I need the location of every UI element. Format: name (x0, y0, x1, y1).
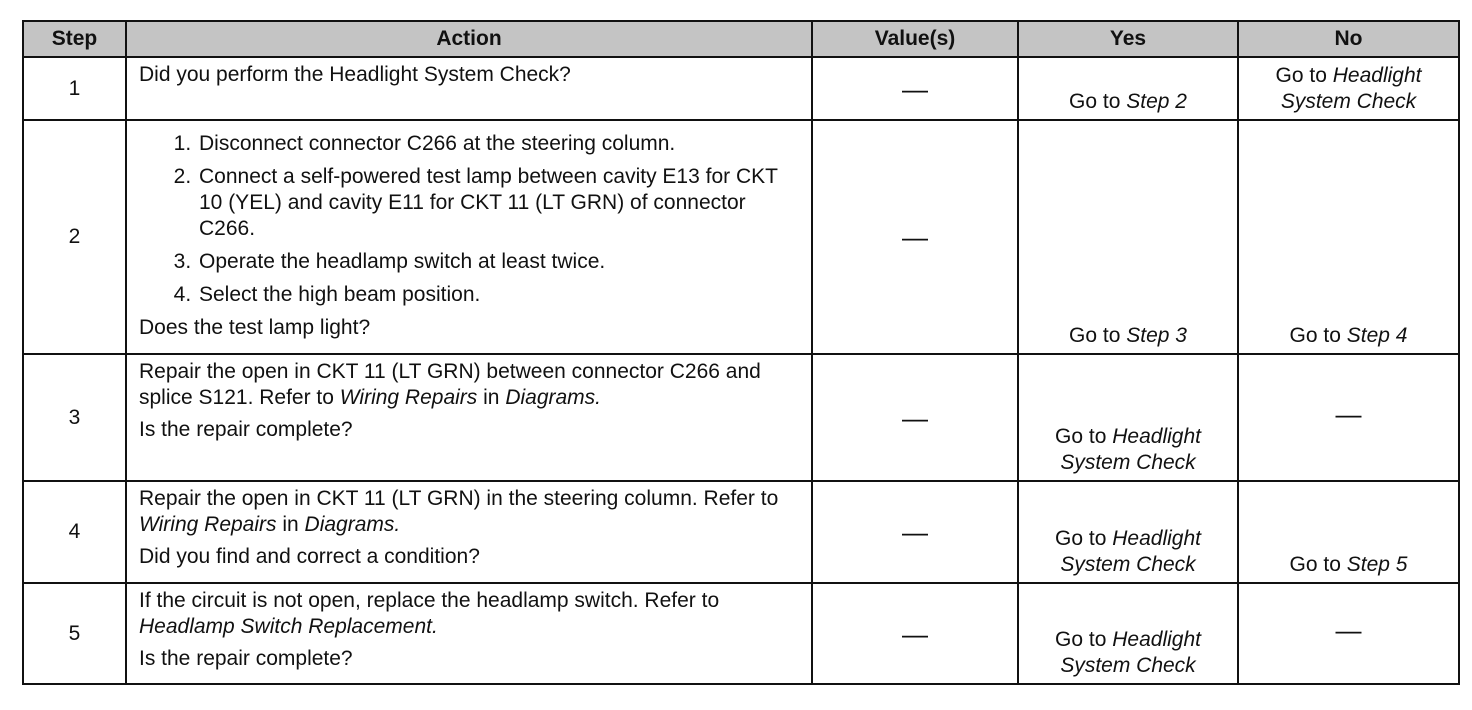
reference-link[interactable]: Wiring Repairs (339, 386, 478, 409)
value-cell: — (812, 583, 1018, 684)
header-step: Step (23, 21, 126, 57)
yes-cell[interactable] (1018, 57, 1238, 120)
table-row-3 (23, 354, 1459, 481)
yes-target[interactable]: Headlight System Check (1060, 628, 1201, 677)
diagnostic-table (22, 20, 1460, 685)
reference-link[interactable]: Diagrams. (304, 513, 401, 536)
no-dash: — (1335, 399, 1362, 429)
no-cell (1238, 354, 1459, 481)
table-row-4 (23, 481, 1459, 583)
instruction-item: 3. Operate the headlamp switch at least twice. (197, 249, 801, 275)
action-cell (126, 57, 812, 120)
header-row (23, 21, 1459, 57)
yes-target[interactable]: Step 2 (1126, 90, 1187, 113)
step-number: 1 (23, 57, 126, 120)
no-target[interactable]: Step 5 (1346, 553, 1408, 576)
action-cell (126, 354, 812, 481)
step-number: 3 (23, 354, 126, 481)
no-target[interactable]: Step 4 (1346, 324, 1408, 347)
yes-prefix: Go to (1069, 90, 1127, 113)
header-action: Action (126, 21, 812, 57)
action-text (139, 486, 801, 538)
action-question: Does the test lamp light? (139, 316, 371, 339)
instruction-item: 1. Disconnect connector C266 at the steering column. (197, 131, 801, 157)
value-cell: — (812, 481, 1018, 583)
no-dash: — (1335, 615, 1362, 645)
instruction-list (139, 131, 801, 308)
header-yes: Yes (1018, 21, 1238, 57)
action-text-part: Repair the open in CKT 11 (LT GRN) between connector C266 and splice S121. Refer to (139, 360, 761, 409)
no-prefix: Go to (1289, 324, 1347, 347)
action-cell (126, 120, 812, 354)
yes-cell[interactable] (1018, 120, 1238, 354)
action-cell (126, 583, 812, 684)
action-text-part: Repair the open in CKT 11 (LT GRN) in the steering column. Refer to (139, 487, 779, 510)
step-number: 5 (23, 583, 126, 684)
action-text-part: in (477, 386, 506, 409)
no-cell[interactable] (1238, 120, 1459, 354)
no-cell[interactable] (1238, 57, 1459, 120)
header-no: No (1238, 21, 1459, 57)
yes-prefix: Go to (1055, 628, 1113, 651)
no-cell[interactable] (1238, 481, 1459, 583)
instruction-item: 2. Connect a self-powered test lamp between cavity E13 for CKT 10 (YEL) and cavity E11 for CKT 11 (LT GRN) of connector C266. (197, 164, 801, 242)
value-cell: — (812, 354, 1018, 481)
yes-target[interactable]: Headlight System Check (1060, 425, 1201, 474)
value-cell: — (812, 57, 1018, 120)
no-target[interactable]: Headlight System Check (1280, 64, 1422, 113)
reference-link[interactable]: Headlamp Switch Replacement. (139, 615, 438, 638)
reference-link[interactable]: Wiring Repairs (139, 513, 277, 536)
no-prefix: Go to (1289, 553, 1347, 576)
yes-cell[interactable] (1018, 583, 1238, 684)
yes-prefix: Go to (1055, 425, 1113, 448)
value-cell: — (812, 120, 1018, 354)
header-values: Value(s) (812, 21, 1018, 57)
action-text-part: in (276, 513, 305, 536)
action-question: Did you perform the Headlight System Check? (139, 63, 571, 86)
yes-prefix: Go to (1055, 527, 1113, 550)
action-text-part: If the circuit is not open, replace the headlamp switch. Refer to (139, 589, 720, 612)
yes-target[interactable]: Step 3 (1126, 324, 1187, 347)
yes-cell[interactable] (1018, 481, 1238, 583)
table-row-5 (23, 583, 1459, 684)
step-number: 2 (23, 120, 126, 354)
action-text (139, 588, 801, 640)
action-text (139, 359, 801, 411)
action-question: Is the repair complete? (139, 647, 353, 670)
yes-cell[interactable] (1018, 354, 1238, 481)
table-row-2 (23, 120, 1459, 354)
step-number: 4 (23, 481, 126, 583)
table-row-1 (23, 57, 1459, 120)
action-cell (126, 481, 812, 583)
action-question: Is the repair complete? (139, 418, 353, 441)
yes-prefix: Go to (1069, 324, 1127, 347)
yes-target[interactable]: Headlight System Check (1060, 527, 1201, 576)
no-cell (1238, 583, 1459, 684)
instruction-item: 4. Select the high beam position. (197, 282, 801, 308)
no-prefix: Go to (1275, 64, 1333, 87)
action-question: Did you find and correct a condition? (139, 545, 480, 568)
reference-link[interactable]: Diagrams. (505, 386, 602, 409)
